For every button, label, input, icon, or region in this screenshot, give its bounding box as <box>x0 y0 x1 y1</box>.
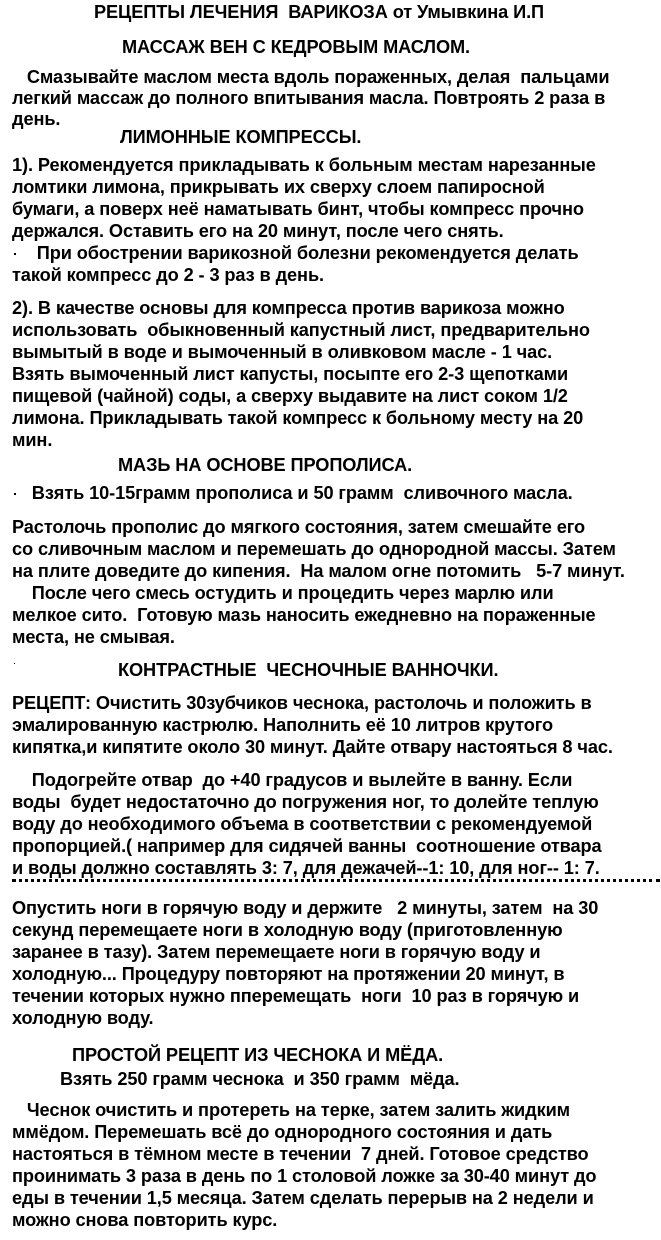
section-heading-massage: МАССАЖ ВЕН С КЕДРОВЫМ МАСЛОМ. <box>122 37 471 57</box>
text-line: проинимать 3 раза в день по 1 столовой ложке за 30-40 минут до <box>12 1166 597 1186</box>
text-line: бумаги, а поверх неё наматывать бинт, чтобы компресс прочно <box>12 199 584 219</box>
text-line: Взять вымоченный лист капусты, посыпте его 2-3 щепотками <box>12 364 569 384</box>
text-line: легкий массаж до полного впитывания масла. Повтроять 2 раза в <box>12 88 606 108</box>
text-line: Опустить ноги в горячую воду и держите 2 минуты, затем на 30 <box>12 898 599 918</box>
text-line: Чеснок очистить и протереть на терке, затем залить жидким <box>12 1100 571 1120</box>
text-line: Смазывайте маслом места вдоль пораженных, делая пальцами <box>12 67 610 87</box>
text-line: 2). В качестве основы для компресса против варикоза можно <box>12 298 565 318</box>
section-heading-lemon: ЛИМОННЫЕ КОМПРЕССЫ. <box>120 127 362 147</box>
text-line: кипятка,и кипятите около 30 минут. Дайте отвару настояться 8 час. <box>12 737 613 757</box>
text-line: мелкое сито. Готовую мазь наносить ежедневно на пораженные <box>12 605 596 625</box>
text-line: такой компресс до 2 - 3 раз в день. <box>12 265 324 285</box>
text-line: секунд перемещаете ноги в холодную воду (приготовленную <box>12 920 563 940</box>
text-line: эмалированную кастрюлю. Наполнить её 10 литров крутого <box>12 715 553 735</box>
text-line: пропорцией.( например для сидячей ванны соотношение отвара <box>12 836 602 856</box>
text-line: мин. <box>12 430 53 450</box>
text-line: настояться в тёмном месте в течении 7 дней. Готовое средство <box>12 1144 589 1164</box>
text-line: держался. Оставить его на 20 минут, после чего снять. <box>12 221 504 241</box>
stray-mark <box>14 663 15 664</box>
section-heading-garlic-honey: ПРОСТОЙ РЕЦЕПТ ИЗ ЧЕСНОКА И МЁДА. <box>72 1045 444 1065</box>
text-line: заранее в тазу). Затем перемещаете ноги в горячую воду и <box>12 942 541 962</box>
dotted-separator <box>12 879 660 882</box>
text-line: холодную воду. <box>12 1008 154 1028</box>
text-line: РЕЦЕПТ: Очистить 30зубчиков чеснока, растолочь и положить в <box>12 693 592 713</box>
section-heading-garlic-baths: КОНТРАСТНЫЕ ЧЕСНОЧНЫЕ ВАННОЧКИ. <box>118 660 499 680</box>
text-line: Растолочь прополис до мягкого состояния, затем смешайте его <box>12 517 585 537</box>
text-line: воду до необходимого объема в соответствии с рекомендуемой <box>12 814 593 834</box>
text-line: еды в течении 1,5 месяца. Затем сделать перерыв на 2 недели и <box>12 1188 594 1208</box>
text-line: При обострении варикозной болезни рекомендуется делать <box>12 243 579 263</box>
text-line: воды будет недостаточно до погружения ног, то долейте теплую <box>12 792 599 812</box>
text-line: Взять 10-15грамм прополиса и 50 грамм сливочного масла. <box>12 483 573 503</box>
text-line: вымытый в воде и вымоченный в оливковом масле - 1 час. <box>12 342 553 362</box>
text-line: пищевой (чайной) соды, а сверху выдавите на лист соком 1/2 <box>12 386 568 406</box>
text-line: места, не смывая. <box>12 627 175 647</box>
text-line: со сливочным маслом и перемешать до однородной массы. Затем <box>12 539 616 559</box>
text-line: течении которых нужно пперемещать ноги 10 раз в горячую и <box>12 986 580 1006</box>
text-line: ммёдом. Перемешать всё до однородного состояния и дать <box>12 1122 553 1142</box>
text-line: ломтики лимона, прикрывать их сверху слоем папиросной <box>12 177 545 197</box>
text-line: Подогрейте отвар до +40 градусов и вылейте в ванну. Если <box>12 770 573 790</box>
text-line: холодную... Процедуру повторяют на протяжении 20 минут, в <box>12 964 565 984</box>
text-line: использовать обыкновенный капустный лист, предварительно <box>12 320 590 340</box>
text-line: 1). Рекомендуется прикладывать к больным местам нарезанные <box>12 155 596 175</box>
text-line: и воды должно составлять 3: 7, для дежачей--1: 10, для ног-- 1: 7. <box>12 858 600 878</box>
document-title: РЕЦЕПТЫ ЛЕЧЕНИЯ ВАРИКОЗА от Умывкина И.П <box>94 2 545 22</box>
text-line: Взять 250 грамм чеснока и 350 грамм мёда. <box>60 1069 460 1089</box>
section-heading-propolis: МАЗЬ НА ОСНОВЕ ПРОПОЛИСА. <box>118 455 413 475</box>
text-line: день. <box>12 109 61 129</box>
text-line: лимона. Прикладывать такой компресс к больному месту на 20 <box>12 408 584 428</box>
text-line: После чего смесь остудить и процедить через марлю или <box>12 583 554 603</box>
text-line: на плите доведите до кипения. На малом огне потомить 5-7 минут. <box>12 561 625 581</box>
text-line: можно снова повторить курс. <box>12 1210 278 1230</box>
